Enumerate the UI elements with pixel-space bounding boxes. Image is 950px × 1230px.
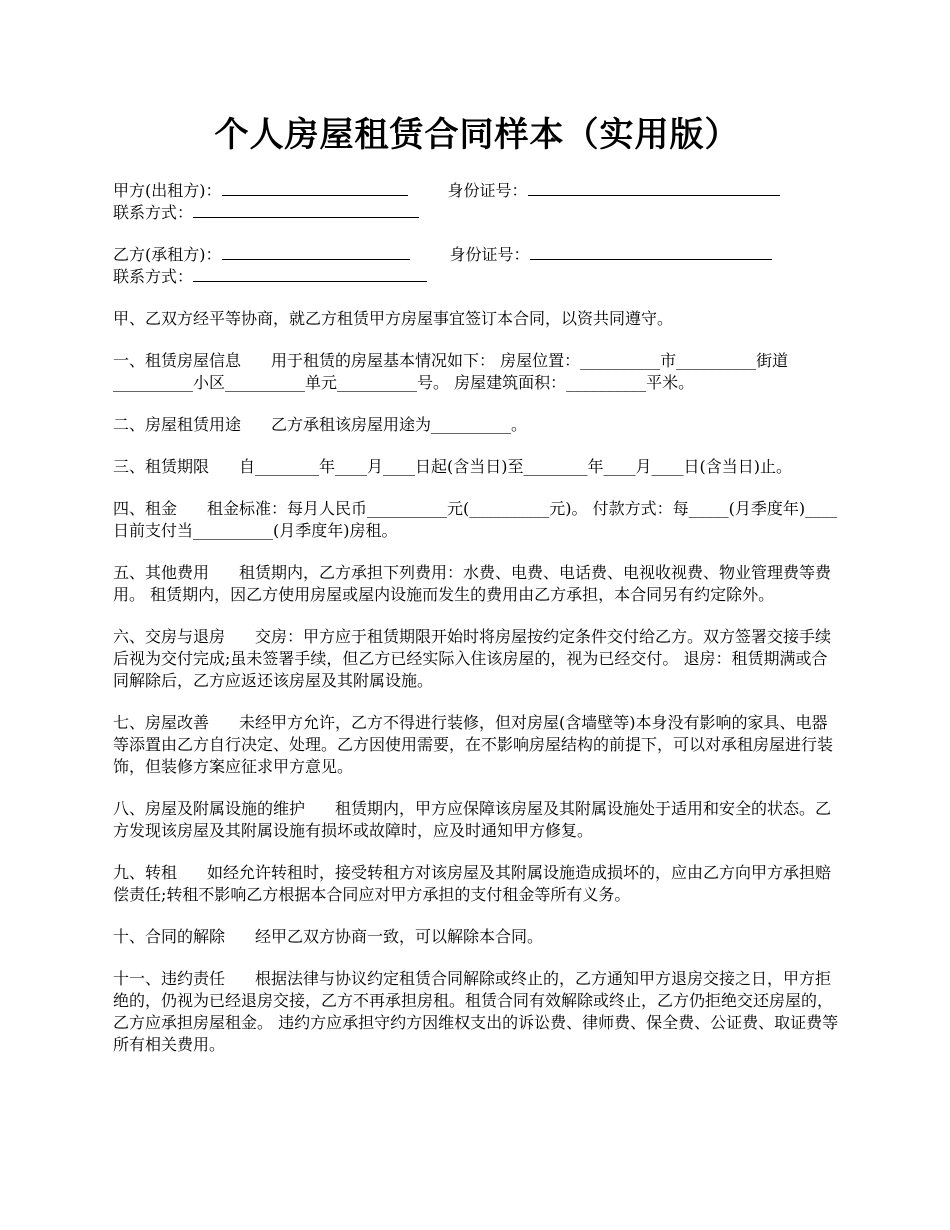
section-body: 用于租赁的房屋基本情况如下： 房屋位置：__________市__________街道__________小区__________单元__________号。 房屋建筑面积：__________平米。: [113, 351, 789, 392]
section-title: 四、租金: [113, 499, 178, 518]
section-body: 乙方承租该房屋用途为__________。: [271, 415, 528, 434]
section-1: [113, 350, 841, 394]
sections-list: [113, 350, 841, 1056]
section-body: 未经甲方允许，乙方不得进行装修，但对房屋(含墙壁等)本身没有影响的家具、电器等添置由乙方自行决定、处理。乙方因使用需要，在不影响房屋结构的前提下，可以对承租房屋进行装饰，但装修方案应征求甲方意见。: [113, 713, 834, 776]
section-body: 租金标准：每月人民币__________元(__________元)。 付款方式：每_____(月季度年)____日前支付当__________(月季度年)房租。: [113, 499, 838, 540]
section-title: 九、转租: [113, 863, 178, 882]
section-title: 六、交房与退房: [113, 627, 226, 646]
party-a-label: 甲方(出租方)：: [113, 181, 222, 200]
party-b-name-blank: [222, 244, 410, 260]
section-body: 自________年____月____日起(含当日)至________年____月____日(含当日)止。: [239, 457, 792, 476]
section-title: 八、房屋及附属设施的维护: [113, 799, 306, 818]
section-title: 十、合同的解除: [113, 927, 226, 946]
party-a-block: [113, 180, 841, 224]
section-body: 根据法律与协议约定租赁合同解除或终止的，乙方通知甲方退房交接之日，甲方拒绝的，仍视为已经退房交接，乙方不再承担房租。租赁合同有效解除或终止，乙方仍拒绝交还房屋的，乙方应承担房屋租金。 违约方应承担守约方因维权支出的诉讼费、律师费、保全费、公证费、取证费等所有相关费用。: [113, 969, 839, 1054]
party-b-id-blank: [530, 244, 772, 260]
section-title: 三、租赁期限: [113, 457, 210, 476]
party-b-block: [113, 244, 841, 288]
intro-paragraph: 甲、乙双方经平等协商，就乙方租赁甲方房屋事宜签订本合同，以资共同遵守。: [113, 309, 674, 328]
document-title: 个人房屋租赁合同样本（实用版）: [214, 115, 740, 155]
section-3: [113, 456, 841, 478]
section-body: 租赁期内，甲方应保障该房屋及其附属设施处于适用和安全的状态。乙方发现该房屋及其附属设施有损坏或故障时，应及时通知甲方修复。: [113, 799, 832, 840]
party-b-id-label: 身份证号：: [449, 245, 530, 264]
party-b-row: [113, 244, 841, 266]
party-a-contact-row: [113, 202, 841, 224]
section-title: 一、租赁房屋信息: [113, 351, 242, 370]
party-a-contact-blank: [193, 202, 419, 218]
section-7: [113, 712, 841, 778]
party-a-row: [113, 180, 841, 202]
party-a-id-blank: [528, 180, 780, 196]
section-10: [113, 926, 841, 948]
section-5: [113, 562, 841, 606]
party-a-id-label: 身份证号：: [447, 181, 528, 200]
section-11: [113, 968, 841, 1056]
section-body: 如经允许转租时，接受转租方对该房屋及其附属设施造成损坏的，应由乙方向甲方承担赔偿责任;转租不影响乙方根据本合同应对甲方承担的支付租金等所有义务。: [113, 863, 832, 904]
section-title: 七、房屋改善: [113, 713, 210, 732]
party-a-contact-label: 联系方式：: [113, 203, 194, 222]
section-body: 租赁期内，乙方承担下列费用：水费、电费、电话费、电视收视费、物业管理费等费用。 租赁期内，因乙方使用房屋或屋内设施而发生的费用由乙方承担，本合同另有约定除外。: [113, 563, 832, 604]
party-b-contact-blank: [193, 266, 427, 282]
section-body: 交房：甲方应于租赁期限开始时将房屋按约定条件交付给乙方。双方签署交接手续后视为交付完成;虽未签署手续，但乙方已经实际入住该房屋的，视为已经交付。 退房：租赁期满或合同解除后，乙方应返还该房屋及其附属设施。: [113, 627, 832, 690]
party-b-label: 乙方(承租方)：: [113, 245, 222, 264]
document-page: [113, 112, 841, 1076]
section-2: [113, 414, 841, 436]
party-a-name-blank: [222, 180, 408, 196]
section-4: [113, 498, 841, 542]
section-title: 五、其他费用: [113, 563, 210, 582]
section-6: [113, 626, 841, 692]
section-9: [113, 862, 841, 906]
party-b-contact-row: [113, 266, 841, 288]
section-title: 十一、违约责任: [113, 969, 226, 988]
section-8: [113, 798, 841, 842]
section-body: 经甲乙双方协商一致，可以解除本合同。: [255, 927, 544, 946]
section-title: 二、房屋租赁用途: [113, 415, 242, 434]
party-b-contact-label: 联系方式：: [113, 267, 194, 286]
